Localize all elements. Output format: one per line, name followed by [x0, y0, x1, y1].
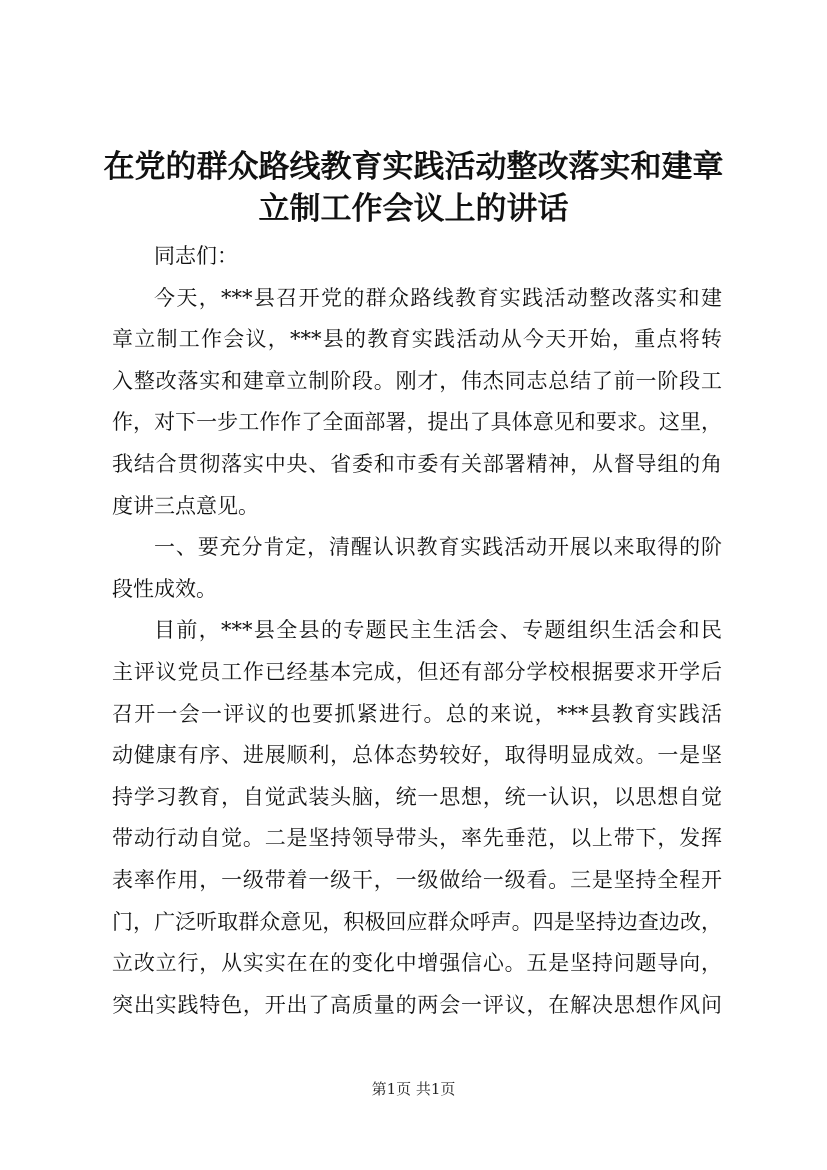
text-line: 动健康有序、进展顺利，总体态势较好，取得明显成效。一是坚 [112, 743, 722, 768]
document-title [100, 146, 727, 230]
page-footer: 第1页 共1页 [371, 1080, 456, 1098]
text-line: 章立制工作会议，***县的教育实践活动从今天开始，重点将转 [112, 327, 722, 352]
text-line: 度讲三点意见。 [112, 493, 259, 518]
text-line: 门，广泛听取群众意见，积极回应群众呼声。四是坚持边查边改， [112, 909, 722, 934]
text-line: 主评议党员工作已经基本完成，但还有部分学校根据要求开学后 [112, 659, 722, 684]
salutation-paragraph [112, 236, 722, 278]
text-line: 带动行动自觉。二是坚持领导带头，率先垂范，以上带下，发挥 [112, 826, 722, 851]
text-line: 同志们： [154, 244, 238, 268]
intro-paragraph [112, 278, 722, 528]
text-line: 突出实践特色，开出了高质量的两会一评议，在解决思想作风问 [112, 992, 722, 1017]
text-line: 目前，***县全县的专题民主生活会、专题组织生活会和民 [154, 618, 722, 643]
body-paragraph [112, 610, 722, 1026]
text-line: 召开一会一评议的也要抓紧进行。总的来说，***县教育实践活 [112, 701, 722, 726]
text-line: 持学习教育，自觉武装头脑，统一思想，统一认识，以思想自觉 [112, 784, 722, 809]
title-line-1: 在党的群众路线教育实践活动整改落实和建章 [103, 149, 724, 185]
text-line: 今天，***县召开党的群众路线教育实践活动整改落实和建 [154, 285, 722, 310]
text-line: 我结合贯彻落实中央、省委和市委有关部署精神，从督导组的角 [112, 451, 722, 476]
text-line: 入整改落实和建章立制阶段。刚才，伟杰同志总结了前一阶段工 [112, 368, 722, 393]
text-line: 作，对下一步工作作了全面部署，提出了具体意见和要求。这里， [112, 410, 722, 435]
document-body [112, 236, 722, 1026]
text-line: 一、要充分肯定，清醒认识教育实践活动开展以来取得的阶 [154, 535, 722, 560]
text-line: 立改立行，从实实在在的变化中增强信心。五是坚持问题导向， [112, 951, 722, 976]
text-line: 段性成效。 [112, 576, 217, 601]
text-line: 表率作用，一级带着一级干，一级做给一级看。三是坚持全程开 [112, 867, 722, 892]
title-line-2: 立制工作会议上的讲话 [258, 191, 569, 227]
section-heading-paragraph [112, 527, 722, 610]
